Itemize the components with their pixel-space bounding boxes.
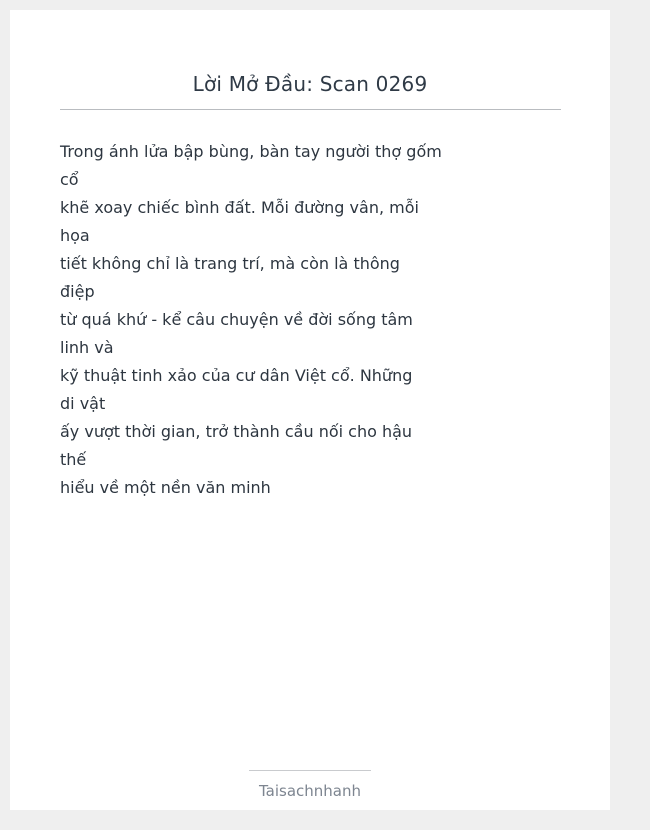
text-line: tiết không chỉ là trang trí, mà còn là thông	[60, 254, 400, 273]
document-page	[10, 10, 610, 810]
footer-divider	[249, 770, 371, 771]
text-line: kỹ thuật tinh xảo của cư dân Việt cổ. Những	[60, 366, 413, 385]
text-line: họa	[60, 226, 90, 245]
text-line: Trong ánh lửa bập bùng, bàn tay người thợ gốm	[60, 142, 442, 161]
text-line: di vật	[60, 394, 106, 413]
text-line: ấy vượt thời gian, trở thành cầu nối cho hậu	[60, 422, 413, 441]
page-title: Lời Mở Đầu: Scan 0269	[192, 72, 428, 96]
text-line: từ quá khứ - kể câu chuyện về đời sống tâm	[60, 310, 413, 329]
text-line: cổ	[60, 170, 79, 189]
body-text	[60, 138, 560, 502]
text-line: linh và	[60, 338, 114, 357]
text-line: hiểu về một nền văn minh	[60, 478, 271, 497]
text-line: điệp	[60, 282, 95, 301]
footer-brand: Taisachnhanh	[258, 782, 362, 800]
text-line: khẽ xoay chiếc bình đất. Mỗi đường vân, mỗi	[60, 198, 419, 217]
title-divider	[60, 109, 561, 110]
text-line: thế	[60, 450, 87, 469]
